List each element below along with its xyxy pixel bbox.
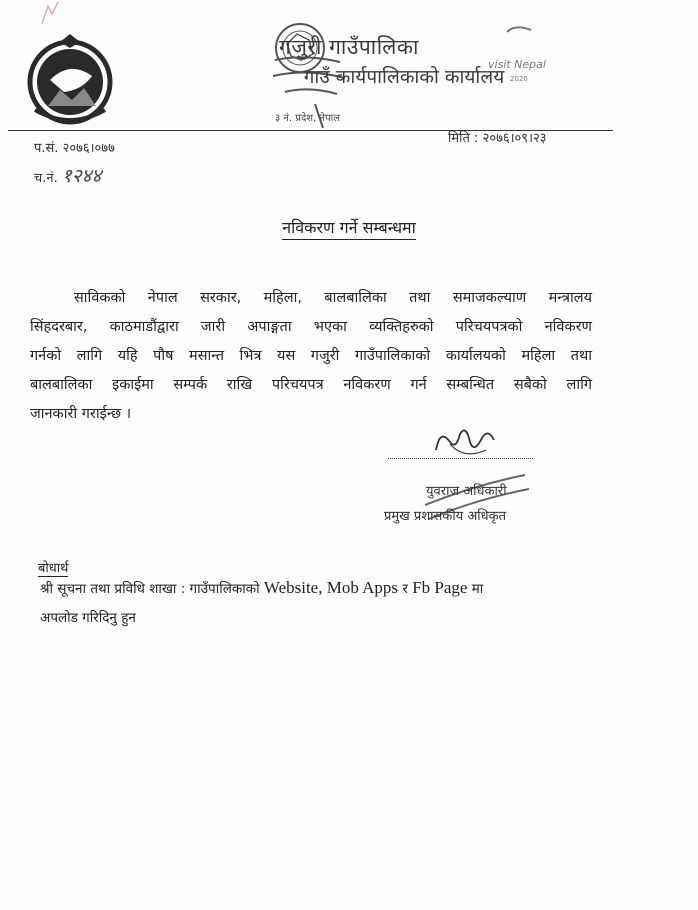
date-value: २०७६।०९।२३	[482, 131, 547, 146]
cc-line-1	[40, 578, 483, 598]
cc-line1-latin2: Fb Page	[412, 578, 468, 597]
ps-value: २०७६।०७७	[62, 141, 115, 156]
visit-nepal-text: visit Nepal	[488, 58, 546, 71]
signatory-title: प्रमुख प्रशासकीय अधिकृत	[384, 509, 507, 524]
cc-line1-suffix: मा	[471, 581, 484, 597]
letterhead-title: गजुरी गाउँपालिका	[279, 35, 419, 59]
body-line: सिंहदरबार, काठमाडौंद्वारा जारी अपाङ्गता भएका व्यक्तिहरुको परिचयपत्रको नविकरण	[30, 319, 592, 335]
visit-nepal-logo-icon	[505, 24, 533, 36]
subject-heading	[0, 216, 698, 238]
reference-chn	[34, 162, 101, 188]
corner-mark-icon	[38, 0, 62, 26]
cc-heading-text: बोधार्थ	[38, 561, 69, 576]
visit-nepal-logo	[488, 58, 546, 84]
body-line: बालबालिका इकाईमा सम्पर्क राखि परिचयपत्र नविकरण गर्न सम्बन्धित सबैको लागि	[30, 377, 592, 393]
date-label: मिति :	[448, 131, 479, 146]
reference-ps	[34, 138, 115, 156]
ps-label: प.सं.	[34, 141, 59, 156]
letterhead-subtitle: गाउँ कार्यपालिकाको कार्यालय	[303, 66, 505, 88]
cc-heading	[38, 558, 68, 576]
cc-line1-mid: र	[402, 581, 408, 597]
visit-nepal-year: 2020	[510, 75, 528, 83]
body-paragraph	[30, 284, 592, 429]
subject-text: नविकरण गर्ने सम्बन्धमा	[282, 218, 416, 240]
signature-line	[388, 458, 533, 459]
cc-line-2: अपलोड गरिदिनु हुन	[40, 610, 136, 626]
body-line: जानकारी गराईन्छ ।	[30, 406, 132, 422]
letterhead-address: ३ नं. प्रदेश, नेपाल	[275, 113, 341, 124]
letter-date	[448, 128, 547, 146]
body-line: साविकको नेपाल सरकार, महिला, बालबालिका तथा समाजकल्याण मन्त्रालय	[74, 290, 592, 306]
signatory-name: युवराज अधिकारी	[426, 484, 507, 499]
chn-value: १२४४	[61, 165, 102, 187]
body-line: गर्नको लागि यहि पौष मसान्त भित्र यस गजुरी गाउँपालिकाको कार्यालयको महिला तथा	[30, 348, 592, 364]
cc-line1-latin: Website, Mob Apps	[263, 578, 399, 597]
chn-label: च.नं.	[34, 171, 58, 186]
cc-line1-prefix: श्री सूचना तथा प्रविधि शाखा : गाउँपालिकाको	[40, 581, 260, 597]
